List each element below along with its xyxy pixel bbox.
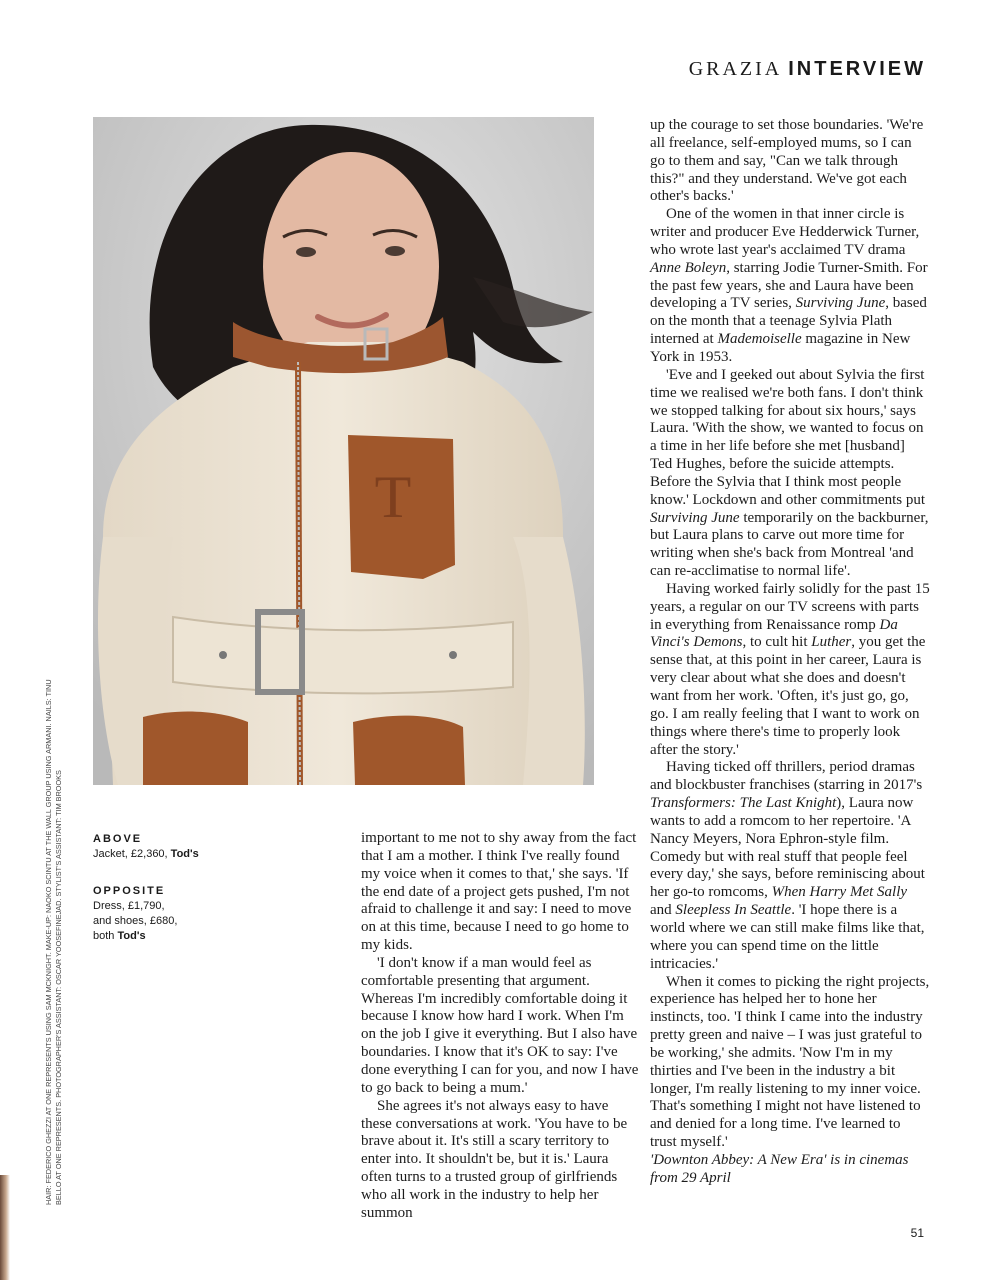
magazine-logo: GRAZIA (688, 58, 783, 80)
svg-text:T: T (374, 464, 412, 530)
paragraph: 'I don't know if a man would feel as comfortable presenting that argument. Whereas I'm incredibly comfortable doing it because I know how hard I work. When I'm on the job I give it everything. But I also have boundaries. I know that it's OK to say: I've done everything I can for you, and now I have to go back to being a mum.' (361, 954, 639, 1096)
release-note: 'Downton Abbey: A New Era' is in cinemas from 29 April (650, 1151, 909, 1186)
paragraph: 'Eve and I geeked out about Sylvia the first time we realised we're both fans. I don't think we stopped talking for about six hours,' says Laura. 'With the show, we wanted to focus on a time in her life before she met [husband] Ted Hughes, before the suicide attempts. Before the Sylvia that I think most people know.' Lockdown and other commitments put Surviving June temporarily on the backburner, but Laura plans to carve out more time for writing when she's back from Montreal 'and can re-acclimatise to normal life'. (650, 366, 929, 580)
caption-opposite-brand: Tod's (117, 930, 146, 942)
caption-above-brand: Tod's (170, 848, 199, 860)
caption-opposite-line-3: both (93, 930, 115, 942)
masthead (689, 58, 926, 81)
paragraph: important to me not to shy away from the fact that I am a mother. I think I've really found my voice when it comes to that,' she says. 'If the end date of a project gets pushed, I'm not afraid to challenge it and say: I need to move on at this time, because I need to go home to my kids. (361, 830, 637, 954)
title-italic: When Harry Met Sally (771, 884, 908, 901)
article-column-2 (650, 117, 930, 1188)
page-number: 51 (910, 1226, 924, 1240)
caption-opposite-line-1: Dress, £1,790, (93, 900, 165, 912)
paragraph: up the courage to set those boundaries. 'We're all freelance, self-employed mums, so I can go to them and say, "Can we talk through this?" and they understand. We've got each other's backs.' (650, 117, 924, 205)
caption-opposite-heading: OPPOSITE (93, 885, 166, 897)
page-edge (0, 1175, 10, 1280)
title-italic: Mademoiselle (717, 331, 802, 348)
photo-credits (44, 655, 68, 1205)
caption-above-heading: ABOVE (93, 833, 143, 845)
title-italic: Surviving June (650, 509, 740, 526)
title-italic: Sleepless In Seattle (675, 902, 792, 919)
title-italic: Da Vinci's Demons (650, 616, 898, 651)
article-column-1 (361, 830, 641, 1223)
portrait-photo (93, 117, 594, 785)
caption-above-text: Jacket, £2,360, (93, 848, 168, 860)
paragraph: She agrees it's not always easy to have these conversations at work. 'You have to be brave about it. It's still a scary territory to enter into. It shouldn't be, but it is.' Laura often turns to a trusted group of girlfriends who all work in the industry to help her summon (361, 1097, 628, 1221)
photo-caption (93, 832, 243, 966)
credits-line-2: BELLO AT ONE REPRESENTS. PHOTOGRAPHER'S ASSISTANT: OSCAR YOOSEFINEJAD. STYLIST'S ASSISTANT: TIM BROOKS (54, 770, 63, 1205)
paragraph: Having ticked off thrillers, period dramas and blockbuster franchises (starring in 2017's Transformers: The Last Knight), Laura now wants to add a romcom to her repertoire. 'A Nancy Meyers, Nora Ephron-style film. Comedy but with real stuff that people feel every day,' she says, before reminiscing about her go-to romcoms, When Harry Met Sally and Sleepless In Seattle. 'I hope there is a world where we can still make films like that, where you can spend time on the little intricacies.' (650, 759, 925, 972)
title-italic: Luther (811, 634, 852, 651)
paragraph: One of the women in that inner circle is writer and producer Eve Hedderwick Turner, who wrote last year's acclaimed TV drama Anne Boleyn, starring Jodie Turner-Smith. For the past few years, she and Laura have been developing a TV series, Surviving June, based on the month that a teenage Sylvia Plath interned at Mademoiselle magazine in New York in 1953. (650, 206, 928, 365)
title-italic: Surviving June (795, 295, 886, 312)
section-title: INTERVIEW (788, 58, 926, 80)
credits-line-1: HAIR: FEDERICO GHEZZI AT ONE REPRESENTS USING SAM MCKNIGHT. MAKE-UP: NAOKO SCINTU AT THE WALL GROUP USING ARMANI. NAILS: TINU (44, 679, 53, 1205)
title-italic: Anne Boleyn (650, 259, 727, 276)
paragraph: When it comes to picking the right projects, experience has helped her to hone her instincts, too. 'I think I came into the industry pretty green and naive – I was just grateful to be working,' she admits. 'Now I'm in my thirties and I've been in the industry a bit longer, I'm really listening to my inner voice. That's something I might not have listened to and denied for a long time. I've learned to trust myself.' (650, 973, 930, 1151)
caption-opposite-line-2: and shoes, £680, (93, 915, 178, 927)
paragraph: Having worked fairly solidly for the past 15 years, a regular on our TV screens with parts in everything from Renaissance romp Da Vinci's Demons, to cult hit Luther, you get the sense that, at this point in her career, Laura is very clear about what she does and doesn't want from her work. 'Often, it's just go, go, go. I am really feeling that I want to work on things where there's time to properly look after the story.' (650, 580, 930, 758)
title-italic: Transformers: The Last Knight (650, 795, 837, 812)
